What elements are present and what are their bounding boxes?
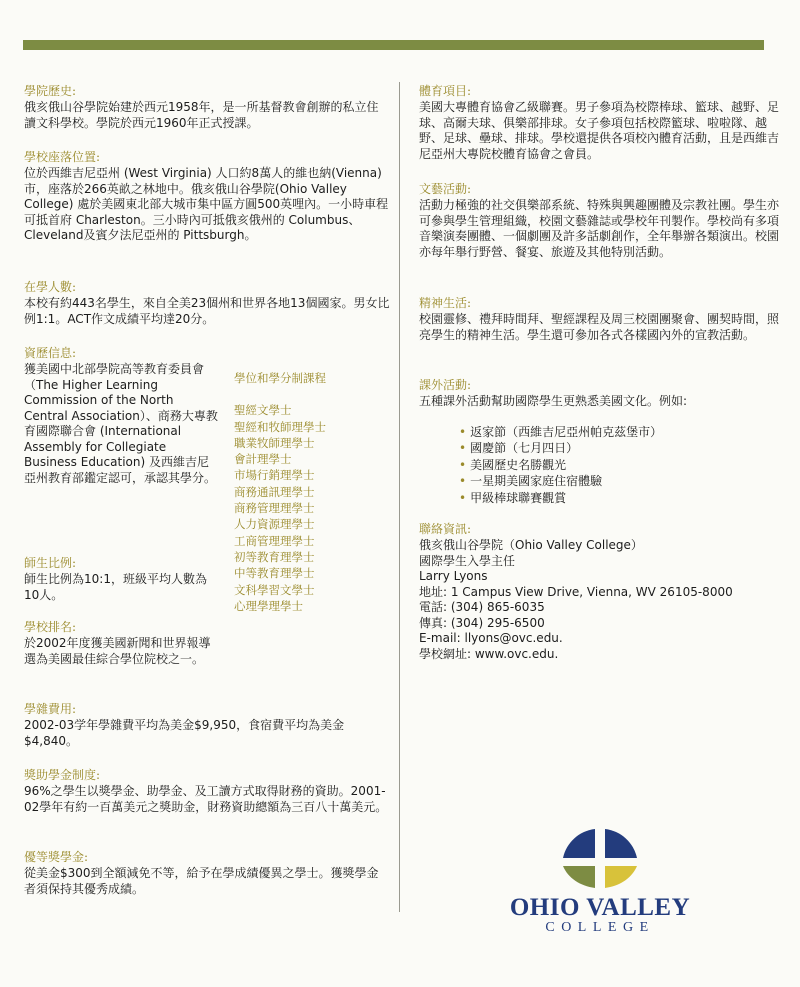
spiritual-heading: 精神生活: xyxy=(419,296,472,310)
section-merit xyxy=(24,850,390,897)
logo-subname: COLLEGE xyxy=(545,920,655,935)
activity-label: 甲級棒球聯賽觀賞 xyxy=(470,490,567,505)
contact-line: Larry Lyons xyxy=(419,569,488,583)
ranking-text: 於2002年度獲美國新聞和世界報導選為美國最佳綜合學位院校之一。 xyxy=(24,636,211,666)
degree-item: 初等教育理學士 xyxy=(234,549,315,564)
list-item xyxy=(459,424,779,441)
tuition-text: 2002-03学年學雜費平均為美金$9,950，食宿費平均為美金$4,840。 xyxy=(24,718,345,748)
history-text: 俄亥俄山谷學院始建於西元1958年，是一所基督教會創辦的私立住讀文科學校。學院於西元1960年正式授課。 xyxy=(24,100,379,130)
college-logo xyxy=(505,828,695,938)
degree-item: 心理學理學士 xyxy=(234,598,303,613)
activity-label: 美國歷史名勝觀光 xyxy=(470,457,567,472)
section-extracurricular xyxy=(419,378,779,506)
section-contact xyxy=(419,522,779,662)
activity-list xyxy=(459,424,779,507)
tuition-heading: 學雜費用: xyxy=(24,702,77,716)
cross-emblem-icon xyxy=(560,828,640,890)
list-item xyxy=(459,457,779,474)
bullet-icon: • xyxy=(459,490,467,505)
contact-heading: 聯絡資訊: xyxy=(419,522,472,536)
contact-line: 地址: 1 Campus View Drive, Vienna, WV 26105-8000 xyxy=(419,584,733,599)
merit-text: 從美金$300到全額減免不等，給予在學成績優異之學士。獲獎學金者須保持其優秀成績。 xyxy=(24,866,379,896)
contact-email: E-mail: llyons@ovc.edu. xyxy=(419,631,563,645)
bullet-icon: • xyxy=(459,457,467,472)
section-enrollment xyxy=(24,280,390,327)
degree-item: 工商管理理學士 xyxy=(234,533,315,548)
culture-text: 活動力極強的社交俱樂部系統、特殊與興趣團體及宗教社團。學生亦可參與學生管理組織，校園文藝雜誌或學校年刊製作。學校尚有多項音樂演奏團體、一個劇團及許多話劇創作，全年舉辦各類演出。校園亦每年舉行野營、餐宴、旅遊及其他特別活動。 xyxy=(419,198,780,259)
bullet-icon: • xyxy=(459,441,467,455)
header-bar xyxy=(23,40,764,50)
activity-label: 一星期美國家庭住宿體驗 xyxy=(470,474,603,488)
enrollment-heading: 在學人數: xyxy=(24,280,77,294)
extracurricular-text: 五種課外活動幫助國際學生更熟悉美國文化。例如: xyxy=(419,394,688,408)
culture-heading: 文藝活動: xyxy=(419,182,472,196)
sports-text: 美國大專體育協會乙級聯賽。男子參項為校際棒球、籃球、越野、足球、高爾夫球、俱樂部排球。女子參項包括校際籃球、啦啦隊、越野、足球、壘球、排球。學校還提供各項校內體育活動，且是西維吉尼亞州大專院校體育協會之會員。 xyxy=(419,100,780,161)
extracurricular-heading: 課外活動: xyxy=(419,378,472,392)
merit-heading: 優等獎學金: xyxy=(24,850,89,864)
aid-text: 96%之學生以獎學金、助學金、及工讀方式取得財務的資助。2001-02學年有約一百萬美元之獎助金，財務資助總額為三百八十萬美元。 xyxy=(24,784,388,814)
section-culture xyxy=(419,182,779,260)
section-location xyxy=(24,150,390,244)
section-spiritual xyxy=(419,296,779,343)
list-item xyxy=(459,473,779,490)
activity-label: 返家節（西維吉尼亞州帕克茲堡市） xyxy=(470,424,663,439)
aid-heading: 獎助學金制度: xyxy=(24,768,101,782)
location-heading: 學校座落位置: xyxy=(24,150,101,164)
ranking-heading: 學校排名: xyxy=(24,620,77,634)
contact-line: 電話: (304) 865-6035 xyxy=(419,600,545,614)
list-item xyxy=(459,490,779,507)
degree-item: 文科學習文學士 xyxy=(234,582,315,597)
degree-item: 商務管理理學士 xyxy=(234,501,315,516)
section-sports xyxy=(419,84,779,162)
degree-item: 人力資源理學士 xyxy=(234,517,315,532)
degree-item: 中等教育理學士 xyxy=(234,566,315,581)
activity-label: 國慶節（七月四日） xyxy=(470,441,579,455)
section-aid xyxy=(24,768,390,815)
bullet-icon: • xyxy=(459,424,467,439)
contact-line: 國際學生入學主任 xyxy=(419,553,516,568)
degree-item: 職業牧師理學士 xyxy=(234,435,315,450)
accreditation-heading: 資歷信息: xyxy=(24,346,77,360)
section-history xyxy=(24,84,390,131)
history-heading: 學院歷史: xyxy=(24,84,77,98)
logo-name: OHIO VALLEY xyxy=(509,894,691,921)
degree-item: 市場行銷理學士 xyxy=(234,468,315,483)
degree-item: 商務通訊理學士 xyxy=(234,484,315,499)
sports-heading: 體育項目: xyxy=(419,84,472,98)
degree-item: 會計理學士 xyxy=(234,452,292,467)
contact-line: 傳真: (304) 295-6500 xyxy=(419,615,545,630)
section-tuition xyxy=(24,702,390,749)
location-text: 位於西維吉尼亞州 (West Virginia) 人口約8萬人的維也納(Vienna) 市，座落於266英畝之林地中。俄亥俄山谷學院(Ohio Valley College) 處於美國東北部大城市集中區方圓500英哩內。一小時車程可抵首府 Charleston。三小時內可抵俄亥俄州的 Columbus、Cleveland及賓夕法尼亞州的 Pittsburgh。 xyxy=(24,166,389,242)
degree-item: 聖經和牧師理學士 xyxy=(234,419,326,434)
ratio-heading: 師生比例: xyxy=(24,556,77,570)
spiritual-text: 校園靈修、禮拜時間拜、聖經課程及周三校園團聚會、團契時間，照亮學生的精神生活。學生還可參加各式各樣國內外的宣教活動。 xyxy=(419,312,780,342)
degree-programs-heading: 學位和學分制課程 xyxy=(234,371,326,385)
accreditation-text: 獲美國中北部學院高等教育委員會（The Higher Learning Commission of the North Central Association）、商務大專教育國際聯合會 (International Assembly for Collegiate Business Education) 及西維吉尼亞州教育部鑑定認可，承認其學分。 xyxy=(24,362,218,485)
section-ratio xyxy=(24,556,390,603)
list-item xyxy=(459,440,779,457)
contact-line: 俄亥俄山谷學院（Ohio Valley College） xyxy=(419,538,643,552)
contact-website: 學校網址: www.ovc.edu. xyxy=(419,646,559,661)
column-divider xyxy=(399,82,400,912)
enrollment-text: 本校有約443名學生，來自全美23個州和世界各地13個國家。男女比例1:1。ACT作文成績平均達20分。 xyxy=(24,296,390,326)
ratio-text: 師生比例為10:1，班級平均人數為10人。 xyxy=(24,572,207,602)
degree-item: 聖經文學士 xyxy=(234,403,292,418)
section-ranking xyxy=(24,620,390,667)
bullet-icon: • xyxy=(459,474,467,488)
